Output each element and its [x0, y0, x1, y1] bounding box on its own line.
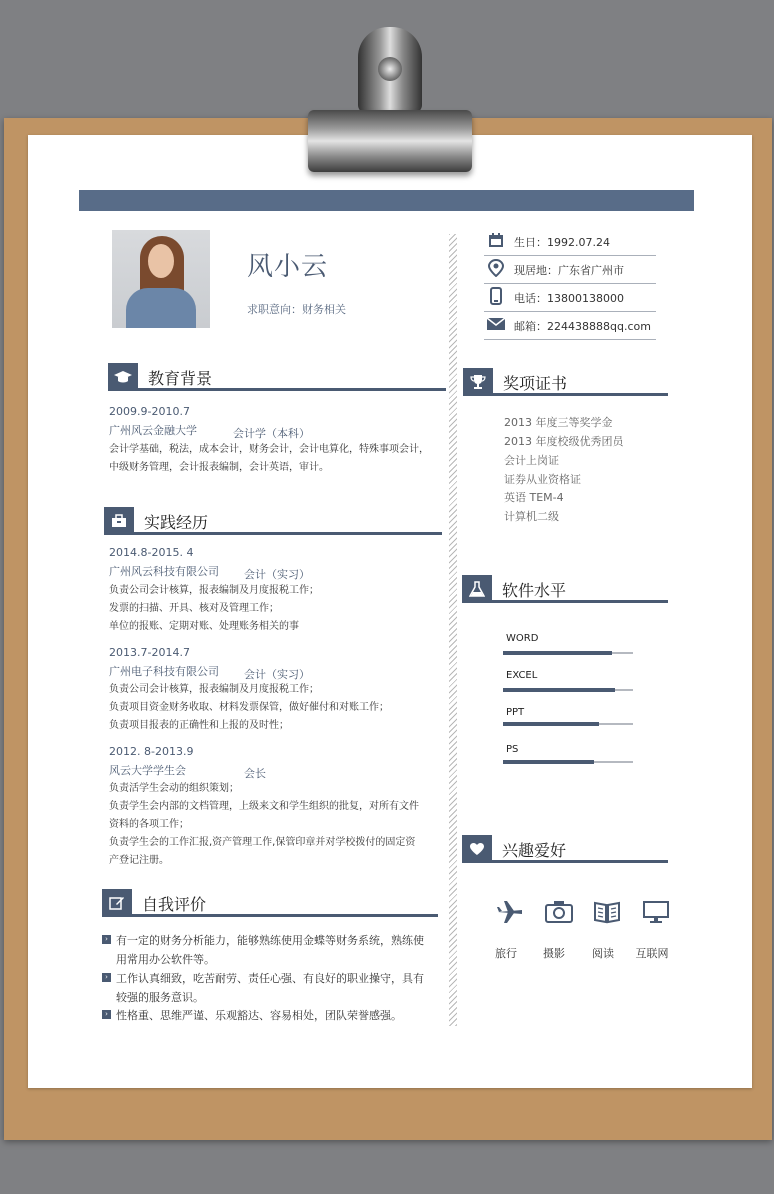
- experience-line: 负责公司会计核算，报表编制及月度报税工作；: [109, 585, 319, 596]
- contact-location: [484, 257, 656, 284]
- binder-clip-ring: [358, 27, 422, 113]
- education-title: 教育背景: [148, 369, 213, 388]
- experience-line: 负责项目资金财务收取、材料发票保管，做好催付和对账工作；: [109, 702, 389, 713]
- calendar-icon: [486, 230, 506, 250]
- experience-line: 发票的扫描、开具、核对及管理工作；: [109, 603, 279, 614]
- self-eval-line: 较强的服务意识。: [116, 991, 204, 1004]
- award-item: 2013 年度校级优秀团员: [504, 435, 624, 448]
- contact-phone: [484, 285, 656, 312]
- skill-bar: [503, 688, 615, 692]
- self-eval-line: 有一定的财务分析能力，能够熟练使用金蝶等财务系统，熟练使: [116, 934, 424, 947]
- profile-name: 风小云: [247, 252, 329, 282]
- experience-line: 单位的报账、定期对账、处理账务相关的事: [109, 621, 299, 632]
- profile-photo: [112, 230, 210, 328]
- self-eval-line: 性格重、思维严谨、乐观豁达、容易相处，团队荣誉感强。: [116, 1009, 402, 1022]
- trophy-icon: [463, 368, 493, 395]
- camera-icon: [543, 896, 575, 928]
- experience-org: 风云大学学生会: [109, 764, 186, 777]
- column-divider: [449, 234, 457, 1026]
- experience-line: 负责学生会内部的文档管理，上级来文和学生组织的批复，对所有文件: [109, 801, 419, 812]
- skill-label: PS: [506, 744, 519, 755]
- education-major: 会计学（本科）: [233, 427, 310, 440]
- phone-icon: [486, 286, 506, 306]
- bullet-icon: ›: [102, 935, 111, 944]
- experience-line: 负责活学生会动的组织策划；: [109, 783, 239, 794]
- heart-icon: [462, 835, 492, 862]
- education-course-line: 会计学基础，税法，成本会计，财务会计，会计电算化，特殊事项会计，: [109, 444, 429, 455]
- hobbies-title: 兴趣爱好: [502, 841, 567, 860]
- experience-org: 广州电子科技有限公司: [109, 665, 219, 678]
- self-eval-line: 工作认真细致，吃苦耐劳、责任心强、有良好的职业操守，具有: [116, 972, 424, 985]
- experience-role: 会长: [244, 767, 266, 780]
- email-text: 邮箱：224438888qq.com: [514, 320, 651, 333]
- job-intent: 求职意向：财务相关: [247, 303, 346, 316]
- book-icon: [591, 896, 623, 928]
- self-eval-title: 自我评价: [142, 895, 207, 914]
- experience-line: 负责项目报表的正确性和上报的及时性；: [109, 720, 289, 731]
- experience-role: 会计（实习）: [244, 568, 310, 581]
- location-text: 现居地：广东省广州市: [514, 264, 624, 277]
- bullet-icon: ›: [102, 1010, 111, 1019]
- experience-line: 负责学生会的工作汇报,资产管理工作,保管印章并对学校拨付的固定资: [109, 837, 416, 848]
- education-date: 2009.9-2010.7: [109, 405, 190, 418]
- experience-line: 产登记注册。: [109, 855, 169, 866]
- binder-clip: [308, 110, 472, 172]
- hobby-label: 旅行: [495, 947, 517, 960]
- edit-icon: [102, 889, 132, 916]
- skill-label: PPT: [506, 707, 525, 718]
- skill-label: WORD: [506, 633, 539, 644]
- experience-date: 2013.7-2014.7: [109, 646, 190, 659]
- location-pin-icon: [486, 258, 506, 278]
- header-bar: [79, 190, 694, 211]
- phone-text: 电话：13800138000: [514, 292, 624, 305]
- experience-line: 负责公司会计核算，报表编制及月度报税工作；: [109, 684, 319, 695]
- skill-label: EXCEL: [506, 670, 538, 681]
- experience-line: 资料的各项工作；: [109, 819, 189, 830]
- award-item: 计算机二级: [504, 510, 559, 523]
- airplane-icon: [494, 896, 526, 928]
- hobby-label: 阅读: [592, 947, 614, 960]
- graduation-cap-icon: [108, 363, 138, 390]
- self-eval-line: 用常用办公软件等。: [116, 953, 215, 966]
- briefcase-icon: [104, 507, 134, 534]
- award-item: 会计上岗证: [504, 454, 559, 467]
- education-course-line: 中级财务管理，会计报表编制，会计英语，审计。: [109, 462, 329, 473]
- contact-email: [484, 313, 656, 340]
- experience-title: 实践经历: [144, 513, 209, 532]
- award-item: 2013 年度三等奖学金: [504, 416, 613, 429]
- birthday-text: 生日：1992.07.24: [514, 236, 610, 249]
- hobby-label: 互联网: [635, 947, 669, 960]
- award-item: 英语 TEM-4: [504, 491, 564, 504]
- monitor-icon: [640, 896, 672, 928]
- experience-date: 2012. 8-2013.9: [109, 745, 194, 758]
- contact-birthday: [484, 229, 656, 256]
- skill-bar: [503, 722, 599, 726]
- awards-title: 奖项证书: [503, 374, 568, 393]
- experience-role: 会计（实习）: [244, 668, 310, 681]
- skill-bar: [503, 651, 612, 655]
- flask-icon: [462, 575, 492, 602]
- mail-icon: [486, 314, 506, 334]
- education-school: 广州风云金融大学: [109, 424, 197, 437]
- experience-org: 广州风云科技有限公司: [109, 565, 219, 578]
- experience-date: 2014.8-2015. 4: [109, 546, 194, 559]
- skills-title: 软件水平: [502, 581, 567, 600]
- skill-bar: [503, 760, 594, 764]
- bullet-icon: ›: [102, 973, 111, 982]
- hobby-label: 摄影: [543, 947, 565, 960]
- award-item: 证券从业资格证: [504, 473, 581, 486]
